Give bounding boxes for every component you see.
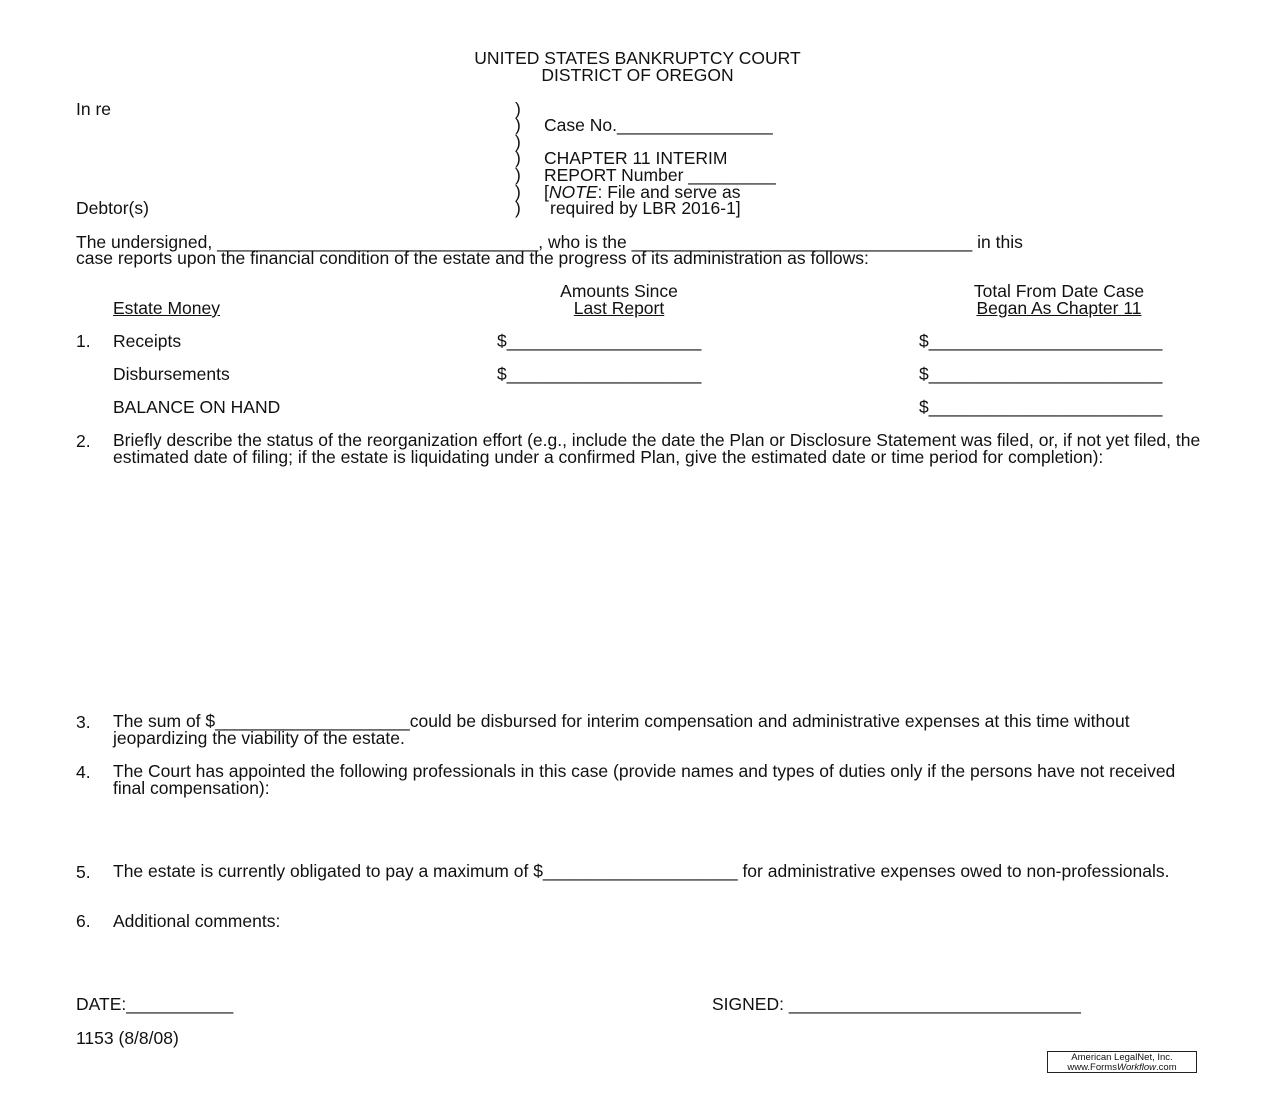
caption-paren: )	[515, 182, 521, 202]
note-bracket: [	[544, 182, 549, 202]
logo-url-a: www.Forms	[1067, 1062, 1117, 1073]
receipts-label: Receipts	[113, 331, 182, 351]
amounts-since-header: Amounts Since	[560, 281, 678, 301]
item-6-text: Additional comments:	[113, 911, 281, 931]
signature-field[interactable]: SIGNED: ______________________________	[712, 994, 1081, 1014]
item-6-number: 6.	[76, 911, 91, 931]
disbursements-label: Disbursements	[113, 364, 230, 384]
receipts-total-field[interactable]: $________________________	[919, 331, 1163, 351]
estate-money-header: Estate Money	[113, 298, 220, 318]
debtors-label: Debtor(s)	[76, 198, 149, 218]
date-field[interactable]: DATE:___________	[76, 994, 234, 1014]
caption-paren: )	[515, 148, 521, 168]
total-from-date-header: Total From Date Case	[973, 281, 1145, 301]
intro-line-2: case reports upon the financial condition of the estate and the progress of its administration as follows:	[76, 248, 869, 268]
legalnet-logo	[1047, 1051, 1197, 1073]
disbursements-total-field[interactable]: $________________________	[919, 364, 1163, 384]
form-number: 1153 (8/8/08)	[76, 1028, 179, 1048]
logo-url-b: Workflow	[1116, 1062, 1157, 1073]
in-re-label: In re	[76, 99, 112, 119]
logo-line-1: American LegalNet, Inc.	[1071, 1052, 1173, 1063]
last-report-header: Last Report	[573, 298, 665, 318]
item-5-text[interactable]: The estate is currently obligated to pay a maximum of $____________________ for administrative expenses owed to non-professionals.	[113, 861, 1170, 881]
item-4-number: 4.	[76, 762, 91, 782]
logo-line-2	[1048, 1063, 1196, 1073]
item-2-text: Briefly describe the status of the reorganization effort (e.g., include the date the Plan or Disclosure Statement was filed, or, if not yet filed, the estimated date of filing; if the estate is liquidating under a confirmed Plan, give the estimated date or time period for completion):	[113, 430, 1201, 467]
row-number: 1.	[76, 331, 91, 351]
receipts-since-field[interactable]: $____________________	[497, 331, 702, 351]
caption-paren: )	[515, 115, 521, 135]
report-number-field[interactable]: REPORT Number _________	[544, 165, 776, 185]
began-as-chapter-header: Began As Chapter 11	[976, 298, 1142, 318]
district-title: DISTRICT OF OREGON	[541, 65, 734, 85]
note-line-2: required by LBR 2016-1]	[550, 198, 741, 218]
item-4-text: The Court has appointed the following professionals in this case (provide names and types of duties only if the persons have not received final compensation):	[113, 761, 1176, 798]
caption-paren: )	[515, 132, 521, 152]
note-word: NOTE	[548, 182, 598, 202]
item-2-number: 2.	[76, 431, 91, 451]
balance-label: BALANCE ON HAND	[113, 397, 281, 417]
note-text: : File and serve as	[597, 182, 741, 202]
balance-total-field[interactable]: $________________________	[919, 397, 1163, 417]
disbursements-since-field[interactable]: $____________________	[497, 364, 702, 384]
caption-paren: )	[515, 165, 521, 185]
caption-paren: )	[515, 198, 521, 218]
item-3-text[interactable]: The sum of $____________________could be disbursed for interim compensation and administrative expenses at this time without jeopardizing the viability of the estate.	[113, 711, 1130, 748]
logo-url-c: .com	[1156, 1062, 1177, 1073]
chapter-heading: CHAPTER 11 INTERIM	[544, 148, 728, 168]
court-title: UNITED STATES BANKRUPTCY COURT	[474, 48, 801, 68]
item-3-number: 3.	[76, 712, 91, 732]
item-5-number: 5.	[76, 862, 91, 882]
case-number-field[interactable]: Case No.________________	[544, 115, 773, 135]
caption-paren: )	[515, 99, 521, 119]
intro-line-1[interactable]: The undersigned, _________________________________, who is the ___________________________________ in this	[76, 232, 1023, 252]
